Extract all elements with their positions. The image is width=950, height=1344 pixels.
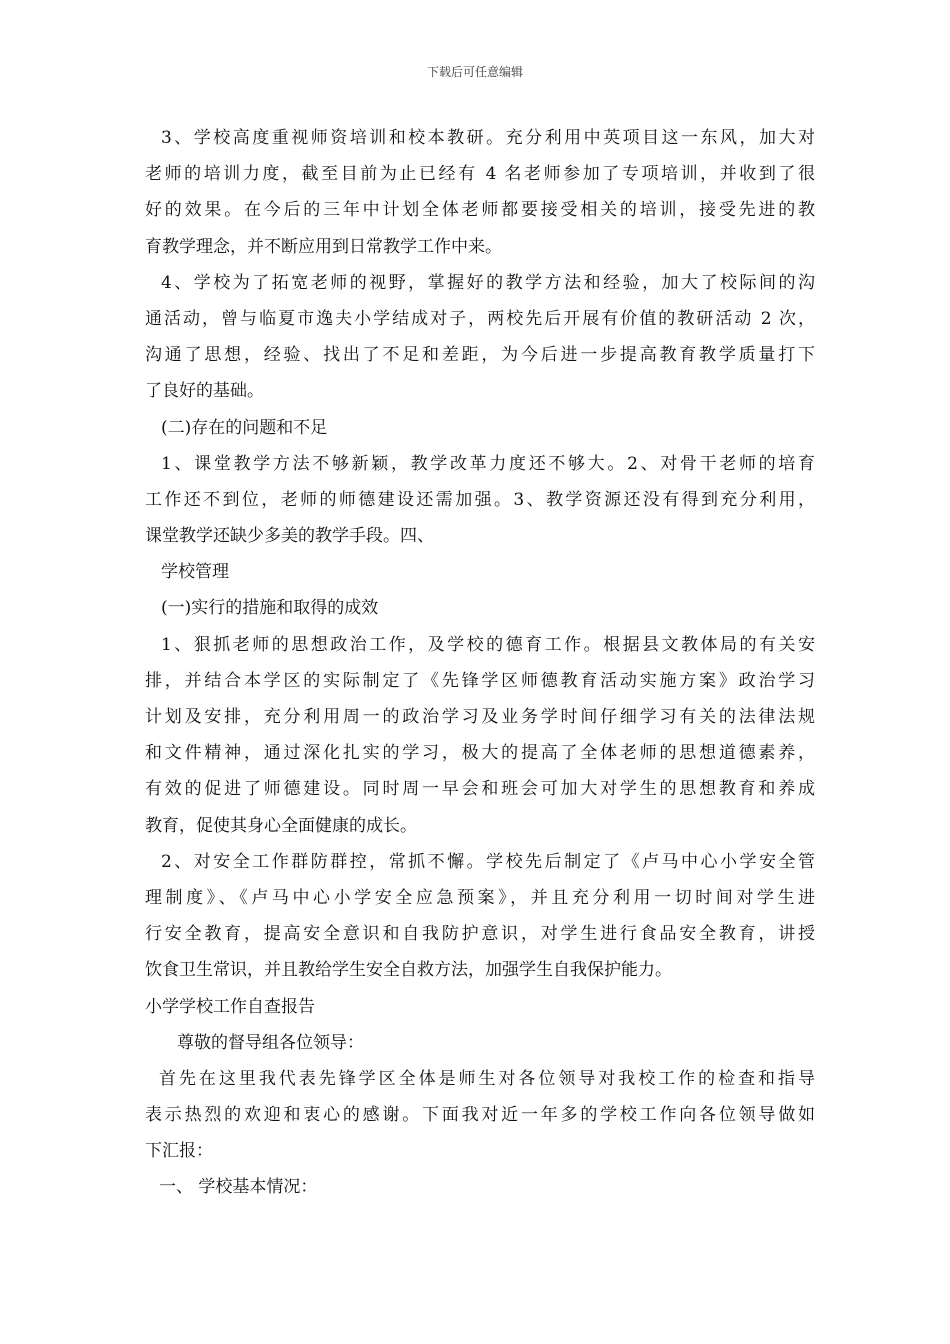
paragraph-line: 育教学理念，并不断应用到日常教学工作中来。 — [145, 236, 502, 257]
paragraph-line: 表示热烈的欢迎和衷心的感谢。下面我对近一年多的学校工作向各位领导做如 — [145, 1105, 815, 1126]
paragraph-line: 和文件精神，通过深化扎实的学习，极大的提高了全体老师的思想道德素养， — [145, 743, 815, 764]
report-title: 小学学校工作自查报告 — [145, 996, 315, 1017]
paragraph-line: 4、学校为了拓宽老师的视野，掌握好的教学方法和经验，加大了校际间的沟 — [161, 272, 815, 293]
paragraph-line: 行安全教育，提高安全意识和自我防护意识，对学生进行食品安全教育，讲授 — [145, 924, 815, 945]
paragraph-line: 首先在这里我代表先锋学区全体是师生对各位领导对我校工作的检查和指导 — [159, 1068, 815, 1089]
section-heading: (二)存在的问题和不足 — [161, 417, 328, 438]
paragraph-line: 1、狠抓老师的思想政治工作，及学校的德育工作。根据县文教体局的有关安 — [161, 634, 815, 655]
section-heading: 学校管理 — [161, 562, 229, 583]
paragraph-line: 下汇报： — [145, 1141, 213, 1162]
salutation: 尊敬的督导组各位领导： — [177, 1032, 364, 1053]
paragraph-line: 理制度》、《卢马中心小学安全应急预案》，并且充分利用一切时间对学生进 — [145, 887, 815, 908]
paragraph-line: 工作还不到位，老师的师德建设还需加强。3、教学资源还没有得到充分利用， — [145, 489, 815, 510]
section-heading: 一、 学校基本情况： — [159, 1177, 318, 1198]
paragraph-line: 3、学校高度重视师资培训和校本教研。充分利用中英项目这一东风，加大对 — [161, 128, 815, 148]
section-heading: (一)实行的措施和取得的成效 — [161, 598, 379, 619]
paragraph-line: 有效的促进了师德建设。同时周一早会和班会可加大对学生的思想教育和养成 — [145, 779, 815, 800]
paragraph-line: 课堂教学还缺少多美的教学手段。四、 — [145, 526, 434, 547]
paragraph-line: 了良好的基础。 — [145, 381, 264, 402]
paragraph-line: 通活动，曾与临夏市逸夫小学结成对子，两校先后开展有价值的教研活动 2 次， — [145, 308, 815, 329]
page-header: 下载后可任意编辑 — [426, 65, 523, 79]
paragraph-line: 排，并结合本学区的实际制定了《先锋学区师德教育活动实施方案》政治学习 — [145, 670, 815, 691]
paragraph-line: 饮食卫生常识，并且教给学生安全自救方法，加强学生自我保护能力。 — [145, 960, 672, 981]
paragraph-line: 沟通了思想，经验、找出了不足和差距，为今后进一步提高教育教学质量打下 — [145, 345, 815, 366]
paragraph-line: 教育，促使其身心全面健康的成长。 — [145, 815, 417, 836]
paragraph-line: 计划及安排，充分利用周一的政治学习及业务学时间仔细学习有关的法律法规 — [145, 707, 815, 727]
paragraph-line: 1、课堂教学方法不够新颖，教学改革力度还不够大。2、对骨干老师的培育 — [161, 453, 815, 474]
paragraph-line: 好的效果。在今后的三年中计划全体老师都要接受相关的培训，接受先进的教 — [145, 200, 815, 221]
document-body — [145, 120, 815, 1206]
paragraph-line: 2、对安全工作群防群控，常抓不懈。学校先后制定了《卢马中心小学安全管 — [161, 851, 815, 872]
paragraph-line: 老师的培训力度，截至目前为止已经有 4 名老师参加了专项培训，并收到了很 — [145, 164, 815, 185]
